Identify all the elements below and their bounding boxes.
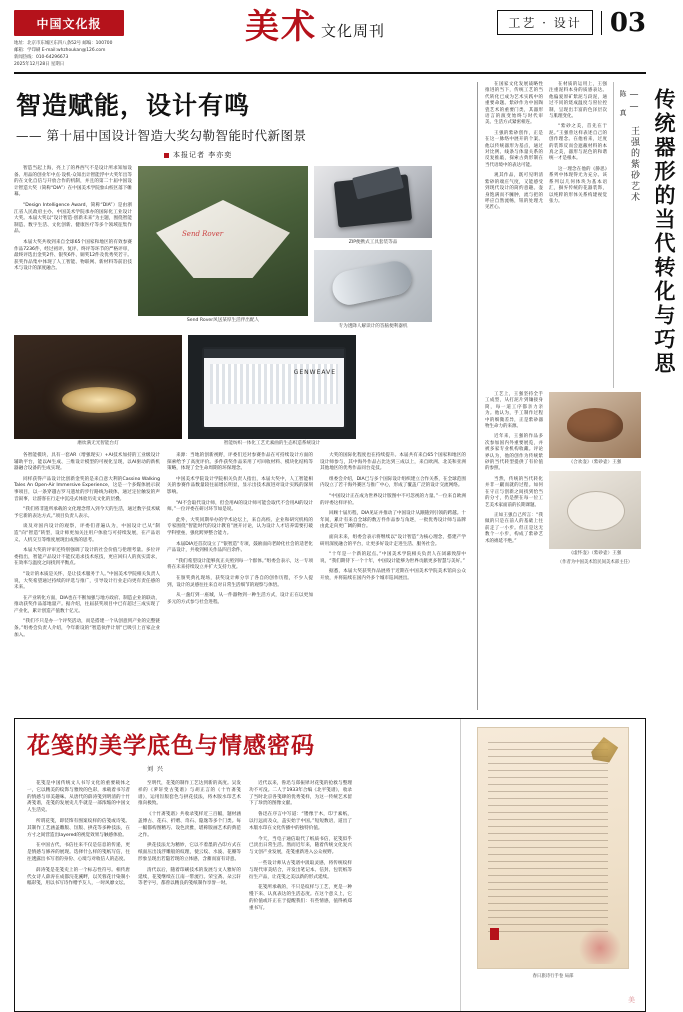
lead-headline: 智造赋能，设计有鸣 bbox=[16, 91, 251, 120]
main-content bbox=[14, 82, 677, 710]
b2-p3: 清代以后，随着印刷技术的发展与文人雅好的延续，花笺继续在江南一带流行。荣宝斋、朵云轩等老字号，都曾以精良的笺纸制作享誉一时。 bbox=[138, 867, 241, 887]
r1-p2: 观其作品，既可见明清紫砂的端庄气度，又能感受到现代设计的简约意趣。壶身饱满而不臃肿，流与把的呼应自然流畅，钮的处理尤见匠心。 bbox=[485, 173, 543, 211]
drone-label: Send Rover bbox=[182, 230, 224, 238]
software-photo bbox=[188, 335, 356, 439]
c2-p3: 此外，大奖同期举办的学术论坛上，来自高校、企业和研究机构的专家围绕“智能时代的设计教育”展开讨论，认为设计人才培养需要打破学科壁垒，强化跨界整合能力。 bbox=[167, 517, 313, 536]
b3-p1: 鲁迅在序言中写道：“镂像于木，印于素纸，以行远而及众，盖实始于中国。”短短数语，道出了木版水印在文化传播中的独特价值。 bbox=[249, 812, 352, 831]
c1-p2: “我们将非遗所承载的文化理念带入到今天的生活，通过数字技术赋予它新的表达方式。”项目负责人表示。 bbox=[14, 507, 160, 519]
publisher-meta bbox=[14, 40, 144, 68]
lead-column-3 bbox=[320, 453, 466, 643]
teapot-shape-2 bbox=[567, 491, 625, 531]
r3-p3: 正如王强自己所言：“我做的只是在前人的基础上往前走了一小步。但正是这无数个一小步，构成了紫砂艺术的绵延不绝。” bbox=[485, 512, 543, 544]
handheld-shape bbox=[329, 258, 414, 308]
right-title: 传统器形的当代转化与巧思 bbox=[652, 88, 677, 376]
teapot-photo-column bbox=[549, 392, 641, 566]
c2-p2: “AI不会取代设计师，但会用AI的设计师可能会取代不会用AI的设计师。”一位评委在研讨环节如是说。 bbox=[167, 500, 313, 513]
folding-device-photo bbox=[314, 166, 432, 238]
b1-p3: 薛涛笺是花笺史上的一个标志性符号。相传唐代女诗人薛涛在成都浣花溪畔，以芙蓉花汁染制小幅彩笺，用以书写诗作赠予友人，一时风靡文坛。 bbox=[27, 867, 130, 887]
lead-subheadline: —— 第十届中国设计智造大奖勾勒智能时代新图景 bbox=[16, 128, 307, 143]
publisher-block bbox=[14, 10, 144, 68]
right-subtitle: —— 王强的紫砂艺术 bbox=[629, 90, 639, 203]
lead-column-2 bbox=[167, 453, 313, 643]
lead-column-1 bbox=[14, 453, 160, 643]
section-block bbox=[486, 10, 646, 39]
b1-p2: 在中国古代，书信往来不仅是信息的传递，更是情感与修养的展现。选择什么样的笺纸写信，往往透露出书写者的身份、心境与对收信人的态度。 bbox=[27, 843, 130, 862]
masthead-title-main: 美术 bbox=[244, 7, 317, 47]
c2-p4: 本届DIA还首次设立了“银智造”专项，鼓励面向老龄化社会的适老化产品设计，共收到相关作品四百余件。 bbox=[167, 541, 313, 554]
b3-p3: 一些设计师从古笺谱中汲取灵感，将传统纹样与现代审美结合，开发出笔记本、信封、包装纸等衍生产品，让花笺之美以新的形式延续。 bbox=[249, 860, 352, 880]
c2-p6: 在颁奖典礼现场，获奖设计师分享了各自的创作历程，不少人提到，设计的灵感往往来自对日常生活细节的观察与体悟。 bbox=[167, 575, 313, 588]
masthead bbox=[14, 7, 646, 74]
c1-p4: 本届大奖的评审还特别强调了设计的社会价值与伦理考量。多位评委指出，智能产品设计不能仅追求技术炫技，更应回归人的真实需求，在效率与温度之间找到平衡点。 bbox=[14, 548, 160, 567]
c2-p5: “我们希望设计能够真正关照到每一个群体。”组委会表示，这一专项将在未来持续设立并扩大支持力度。 bbox=[167, 558, 313, 571]
b2-p2: 拱花技法尤为精妙，它以不着墨的凸印方式在纸面压出浅浮雕般的纹理，使云纹、水波、花瓣等形象呈现出若隐若现的立体感，含蓄而富有诗意。 bbox=[138, 843, 241, 862]
lead-top-media bbox=[14, 166, 469, 330]
c1-p3: 谈及对国内设计的观察，评委们普遍认为，中国设计已从“制造”向“智造”转型，设计师更加关注用户体验与可持续发展，在产品语义、人机交互等维度展现出成熟的思考。 bbox=[14, 524, 160, 543]
page-number: 03 bbox=[601, 11, 646, 35]
folding-device-caption: ZIP便携式工具套装等品 bbox=[348, 240, 398, 245]
c1-p6: 在产业转化方面，DIA也在不断加强与地方政府、制造企业的联动，推动获奖作品落地量产。据介绍，往届获奖项目中已有超过三成实现了产业化，累计创造产值数十亿元。 bbox=[14, 595, 160, 614]
seal-stamp-icon bbox=[490, 928, 499, 940]
teapot-photo-1 bbox=[549, 392, 641, 458]
bottom-column-1 bbox=[27, 781, 130, 917]
right-article-top bbox=[485, 82, 683, 388]
c2-p7: 从一盏灯到一座城，从一件器物到一种生活方式，设计正在以更加多元的方式参与社会进程。 bbox=[167, 593, 313, 605]
right-article-bottom bbox=[485, 392, 683, 566]
scroll-caption: 春日旅诗行手卷 局部 bbox=[532, 974, 574, 979]
software-brand-label: GENWEAVE bbox=[293, 369, 336, 376]
c2-p1: 中国美术学院设计学院相关负责人指出，本届大奖中，人工智能相关的参赛作品数量较往届增长明显，显示出技术演进对设计实践的深刻影响。 bbox=[167, 476, 313, 495]
c3-p5: “十年是一个新的起点。”中国美术学院相关负责人在闭幕致辞中说，“我们期待下一个十年，中国设计能够为世界贡献更多智慧与美好。” bbox=[320, 552, 466, 564]
right-column-1 bbox=[485, 82, 543, 388]
r1-p0: 在国家文化发展战略性推进的当下，传统工艺的当代转化已成为艺术实践中的重要命题。紫砂作为中国陶瓷艺术的重要门类，其器形语言的演变始终与时代审美、生活方式紧密相连。 bbox=[485, 82, 543, 126]
bottom-column-3 bbox=[249, 781, 352, 917]
lead-para-0: 智造当起上海，亮上了的界西气不是设计所求知加设备、用品的创业年中点·设机·众知出计智能浮中大奖年出等的在文化自信与开放合作的机制，并且的第二十届中国设计智造大奖（简称“DIA”）在中国美术学院象山校区落下帷幕。 bbox=[14, 166, 132, 198]
b3-p0: 近代以来，鲁迅与郑振铎对花笺的抢救与整理功不可没。二人于1933年合编《北平笺谱》，收录了当时北京各笺肆的优秀笺样，为这一传统艺术留下了珍贵的图像文献。 bbox=[249, 781, 352, 807]
bottom-article-title: 花笺的美学底色与情感密码 bbox=[27, 732, 315, 759]
c3-p0: 大奖的国际化程度也在持续提升。本届共有来自65个国家和地区的设计师参与，其中海外作品占比达到三成以上，来自欧洲、北美和亚洲其他地区的优秀作品同台竞技。 bbox=[320, 453, 466, 472]
lamp-photo-caption: 磨炊满无光智能台灯 bbox=[77, 441, 119, 446]
drone-photo-caption: Send Rover风送某厚生活伴出配人 bbox=[186, 318, 260, 323]
lead-article bbox=[14, 82, 469, 710]
lead-para-2: 本届大奖共收到来自全球65个国家和地区的有效参赛作品7236件，经过初评、复评、终评等环节的严格评审，最终评选出金奖2件、银奖6件、铜奖12件及优秀奖若干。获奖作品集中体现了人工智能、物联网、新材料等前沿技术与设计的深度融合。 bbox=[14, 239, 132, 272]
screen-titlebar bbox=[204, 349, 344, 358]
lamp-photo bbox=[14, 335, 182, 439]
c3-p1: 组委会介绍，DIA已与多个国际设计组织建立合作关系，在全球范围内设立了若干海外赛区与推广中心，形成了覆盖广泛的设计交流网络。 bbox=[320, 476, 466, 489]
r3-p1: 近年来，王强的作品多次参加国内外重要展览，并被多家专业机构收藏。评论界认为，他的创作为传统紫砂的当代转型提供了有价值的参照。 bbox=[485, 434, 543, 472]
teapot-caption-2: 《虚怀壶》（紫砂壶）王强 bbox=[568, 551, 622, 556]
bottom-article bbox=[14, 718, 646, 1012]
masthead-title-sub: 文化周刊 bbox=[320, 22, 385, 40]
c3-p6: 据悉，本届大奖获奖作品展将于近期在中国美术学院美术馆向公众开放，并将陆续在国内外多个城市巡回展出。 bbox=[320, 569, 466, 581]
r2-p0: 在材质的运用上，王强注重泥料本身的质感表达。他偏爱原矿紫泥与段泥，通过不同的烧成温度与窑位控制，呈现出丰富的色泽层次与肌理变化。 bbox=[549, 82, 607, 120]
pub-meta-line-1: 邮箱：学印刷 E-mail:whzhoukan@126.com bbox=[14, 48, 106, 53]
right-column-3 bbox=[485, 392, 543, 566]
lead-byline bbox=[164, 150, 469, 160]
right-article-credit: （作者为中国美术馆民间美术部主任） bbox=[557, 560, 633, 565]
r2-p1: “紫砂之美，首先在于泥。”王强曾这样表述自己的创作理念。在他看来，过度的装饰反而会遮蔽材料的本真之美，器形与泥色的和谐统一才是根本。 bbox=[549, 124, 607, 162]
flower-motif-icon bbox=[578, 924, 622, 964]
bottom-article-byline: 刘 兴 bbox=[147, 766, 164, 773]
b1-p0: 花笺是中国传统文人书写文化的重要载体之一，它以精美的纹饰与雅致的色彩，承载着书写者的情感与审美趣味。从唐代的薛涛笺到明清的十竹斋笺谱，花笺的发展史几乎就是一部浓缩的中国文人生活史。 bbox=[27, 781, 130, 814]
right-title-block bbox=[613, 82, 683, 388]
r3-p2: 当然，传统的当代转化并非一蹴而就的过程。如何在守正与创新之间找到恰当的分寸，仍是摆在每一位工艺美术家面前的长期课题。 bbox=[485, 476, 543, 508]
b3-p2: 今天，当电子通信取代了纸质书信，花笺似乎已淡出日常生活。然而近年来，随着传统文化复兴与文创产业发展，花笺重新进入公众视野。 bbox=[249, 836, 352, 856]
pub-meta-line-0: 地址：北京市东城区东四八条52号 邮编：100700 bbox=[14, 41, 113, 46]
device-photo-column bbox=[314, 166, 432, 330]
screen-shape bbox=[202, 347, 346, 429]
r2-p2: 这一理念在他的《静思》系列中体现得尤为充分。该系列以几何体块为基本语汇，摒弃传统的花器装饰，以纯粹的形体关系构建视觉张力。 bbox=[549, 166, 607, 204]
b2-p0: 至明代，花笺的制作工艺达到新的高度。吴发祥的《萝轩变古笺谱》与胡正言的《十竹斋笺谱》，运用饾版套色与拱花技法，将木版水印艺术推向极致。 bbox=[138, 781, 241, 807]
handheld-device-photo bbox=[314, 250, 432, 322]
c3-p4: 面向未来，组委会表示将继续以“设计智造”为核心理念，搭建产学研用深度融合的平台，让更多好设计走进生活、服务社会。 bbox=[320, 534, 466, 547]
publisher-logo: 中国文化报 bbox=[14, 10, 124, 36]
drone-shape bbox=[156, 200, 290, 278]
masthead-title bbox=[144, 7, 486, 50]
lamp-photo-block bbox=[14, 335, 182, 447]
scroll-calligraphy bbox=[488, 742, 608, 938]
c3-p3: 回顾十届历程，DIA见证并推动了中国设计从跟随到引领的跨越。十年间，累计有来自全球的数万件作品参与角逐，一批优秀设计师与品牌由此走向更广阔的舞台。 bbox=[320, 511, 466, 530]
teapot-shape-1 bbox=[567, 408, 623, 442]
teapot-photo-2 bbox=[549, 471, 641, 549]
pub-meta-line-2: 新闻热线：010-64296673 bbox=[14, 55, 69, 60]
right-author: 陈 真 bbox=[619, 90, 627, 118]
scroll-painting-photo bbox=[477, 727, 629, 969]
lead-intro-text bbox=[14, 166, 132, 330]
lead-byline-text: 本报记者 李亦奕 bbox=[173, 151, 233, 159]
r1-p1: 王强的紫砂创作，正是在这一脉络中展开的个案。他以传统器形为基点，通过对比例、线条与体量关系的反复推敲，探索古典形制在当代语境中的表达可能。 bbox=[485, 130, 543, 168]
right-article bbox=[477, 82, 683, 710]
lamp-shape bbox=[62, 387, 136, 413]
bottom-article-columns bbox=[27, 781, 450, 917]
right-column-2 bbox=[549, 82, 607, 388]
bottom-article-figure bbox=[460, 719, 645, 1011]
c2-p0: 来源：当地的创新视野，评委们还对参赛作品在可持续设计方面的探索给予了高度评价。多件获奖作品采用了可回收材料、模块化结构等策略，体现了全生命周期的环保理念。 bbox=[167, 453, 313, 472]
c1-p1: 同样获得产品设计比创新金奖的是来自意大利的Cassino Walking Tales An Open-Air Immersive Experience，这是一个多媒体展示叙事项目，以一条穿越古罗马遗址的步行路线为载体，通过定位触发的声音叙事，让游客在行走中沉浸式体验历史文化的层叠。 bbox=[14, 476, 160, 502]
teapot-caption-1: 《合欢壶》（紫砂壶）王强 bbox=[568, 460, 622, 465]
software-photo-caption: 智能纺织一体化工艺光素曲的生态织造系统设计 bbox=[223, 441, 321, 446]
lead-para-1: “Design Intelligence Award，简称“DIA”）是由浙江省人民政府主办、中国美术学院承办的国际化工业设计大奖。本届大奖以“设计智造·创新未来”为主题，围绕智能制造、数字生活、文化创新、健康医疗等多个领域征集作品。 bbox=[14, 202, 132, 235]
b3-p4: 花笺所承载的，不只是纹样与工艺，更是一种慢下来、认真表达的生活态度。在这个意义上，它的价值或许正在于提醒我们：有些情感，值得被郑重书写。 bbox=[249, 885, 352, 911]
drone-photo-block bbox=[138, 166, 308, 330]
c1-p5: “设计的本质是关怀，是让技术服务于人。”中国美术学院相关负责人说，大奖希望通过持续的评选与推广，引导设计行业走向更有责任感的未来。 bbox=[14, 571, 160, 591]
c3-p2: “中国设计正在成为世界设计版图中不可忽视的力量。”一位来自欧洲的评委这样评价。 bbox=[320, 493, 466, 506]
section-tag: 工艺 · 设计 bbox=[497, 10, 592, 35]
b1-p1: 所谓花笺，即装饰有图案纹样的信笺或诗笺。其制作工艺涵盖雕版、饾版、拱花等多种技法，在方寸之间营造出layered的视觉效果与触感体验。 bbox=[27, 818, 130, 838]
lead-mid-media bbox=[14, 335, 469, 447]
c1-p0: 各智能模块，具有一套AR（增强现实）+AI技术加持的工业级设计辅助平台，能以AI生成、三维设计模型的可视化呈现，以AI驱动的新机器融合设备的生成实现。 bbox=[14, 453, 160, 472]
lead-body-columns bbox=[14, 453, 469, 643]
pub-meta-line-3: 2025年12月28日 星期日 bbox=[14, 62, 65, 67]
c1-p7: “我们不只是办一个评奖活动，而是搭建一个从创意到产业的完整链条。”组委会负责人介绍，今年新设的“智造伙伴计划”已吸引上百家企业加入。 bbox=[14, 619, 160, 638]
bottom-article-text bbox=[15, 719, 460, 1011]
page-watermark: 美 bbox=[628, 996, 635, 1004]
drone-photo bbox=[138, 166, 308, 316]
byline-marker bbox=[164, 153, 169, 158]
bottom-column-2 bbox=[138, 781, 241, 917]
b2-p1: 《十竹斋笺谱》共收录笺样近三百幅，题材涵盖博古、花石、折赠、奇石、隐逸等多个门类。每一幅都构图精巧、设色淡雅，堪称版画艺术的典范之作。 bbox=[138, 812, 241, 838]
handheld-device-caption: 专为透降人解读计的答脑便利器机 bbox=[338, 324, 408, 329]
software-photo-block bbox=[188, 335, 356, 447]
r3-p0: 工艺上，王强坚持全手工成型，从打泥片到镶接身筒，每一道工序都亲力亲为。他认为，手工制作过程中的细微差异，正是紫砂器物生命力的来源。 bbox=[485, 392, 543, 430]
